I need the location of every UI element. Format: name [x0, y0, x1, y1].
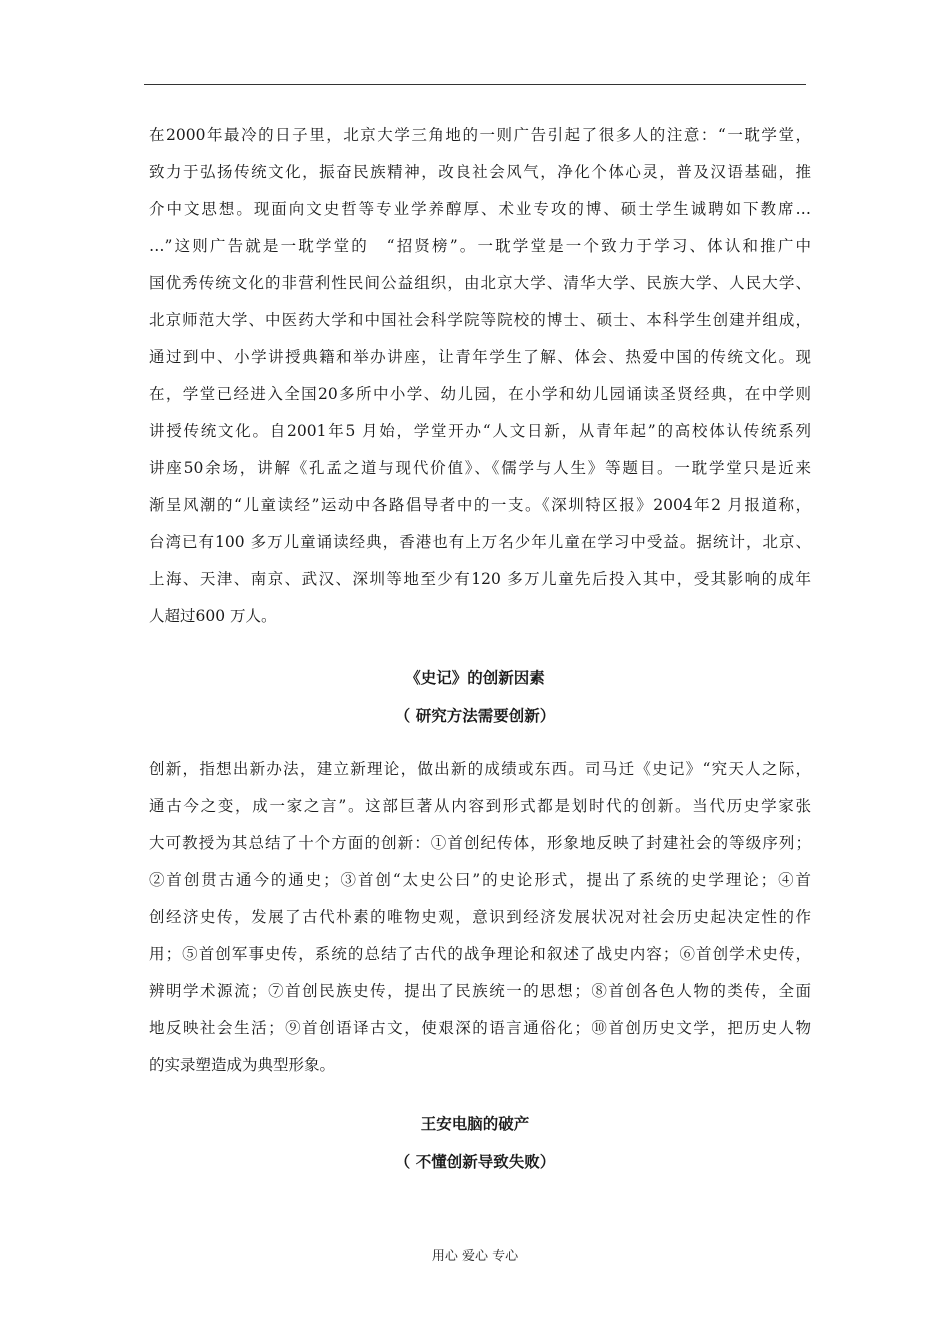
- text-line: 通过到中、小学讲授典籍和举办讲座，让青年学生了解、体会、热爱中国的传统文化。现: [149, 348, 811, 366]
- text-line: 致力于弘扬传统文化，振奋民族精神，改良社会风气，净化个体心灵，普及汉语基础，推: [149, 163, 811, 181]
- text-line: 讲授传统文化。自2001年5 月始，学堂开办“人文日新，从青年起”的高校体认传统系列: [149, 422, 811, 440]
- text-line: 在，学堂已经进入全国20多所中小学、幼儿园，在小学和幼儿园诵读圣贤经典，在中学则: [149, 385, 811, 403]
- section-subtitle-shiji: （ 研究方法需要创新）: [394, 706, 556, 725]
- header-rule: [144, 84, 806, 85]
- text-line: 的实录塑造成为典型形象。: [149, 1056, 336, 1074]
- text-line: 国优秀传统文化的非营利性民间公益组织，由北京大学、清华大学、民族大学、人民大学、: [149, 274, 811, 292]
- text-line: 辨明学术源流；⑦首创民族史传，提出了民族统一的思想；⑧首创各色人物的类传，全面: [149, 982, 811, 1000]
- text-line: 讲座50余场，讲解《孔孟之道与现代价值》、《儒学与人生》等题目。一耽学堂只是近来: [149, 459, 811, 477]
- text-line: ②首创贯古通今的通史；③首创“太史公曰”的史论形式，提出了系统的史学理论；④首: [149, 871, 811, 889]
- text-line: 地反映社会生活；⑨首创语译古文，使艰深的语言通俗化；⑩首创历史文学，把历史人物: [149, 1019, 811, 1037]
- text-line: 通古今之变，成一家之言”。这部巨著从内容到形式都是划时代的创新。当代历史学家张: [149, 797, 811, 815]
- text-line: 渐呈风潮的“儿童读经”运动中各路倡导者中的一支。《深圳特区报》2004年2 月报道称，: [149, 496, 811, 514]
- section-title-shiji: 《史记》的创新因素: [405, 668, 545, 687]
- paragraph-yidan-xuetang: [149, 117, 811, 635]
- text-line: 台湾已有100 多万儿童诵读经典，香港也有上万名少年儿童在学习中受益。据统计，北京、: [149, 533, 811, 551]
- paragraph-shiji: [149, 751, 811, 1084]
- text-line: 大可教授为其总结了十个方面的创新：①首创纪传体，形象地反映了封建社会的等级序列；: [149, 834, 811, 852]
- text-line: 人超过600 万人。: [149, 607, 277, 625]
- section-subtitle-wang-an: （ 不懂创新导致失败）: [394, 1152, 556, 1171]
- text-line: 介中文思想。现面向文史哲等专业学养醇厚、术业专攻的博、硕士学生诚聘如下教席…: [149, 200, 811, 218]
- text-line: 用；⑤首创军事史传，系统的总结了古代的战争理论和叙述了战史内容；⑥首创学术史传，: [149, 945, 811, 963]
- text-line: 北京师范大学、中医药大学和中国社会科学院等院校的博士、硕士、本科学生创建并组成，: [149, 311, 811, 329]
- text-line: 创经济史传，发展了古代朴素的唯物史观，意识到经济发展状况对社会历史起决定性的作: [149, 908, 811, 926]
- text-line: 上海、天津、南京、武汉、深圳等地至少有120 多万儿童先后投入其中，受其影响的成年: [149, 570, 811, 588]
- text-line: …”这则广告就是一耽学堂的 “招贤榜”。一耽学堂是一个致力于学习、体认和推广中: [149, 237, 811, 255]
- text-line: 在2000年最冷的日子里，北京大学三角地的一则广告引起了很多人的注意：“一耽学堂，: [149, 126, 811, 144]
- section-title-wang-an: 王安电脑的破产: [420, 1114, 530, 1133]
- page-footer: 用心 爱心 专心: [431, 1249, 519, 1264]
- text-line: 创新，指想出新办法，建立新理论，做出新的成绩或东西。司马迁《史记》“究天人之际，: [149, 760, 811, 778]
